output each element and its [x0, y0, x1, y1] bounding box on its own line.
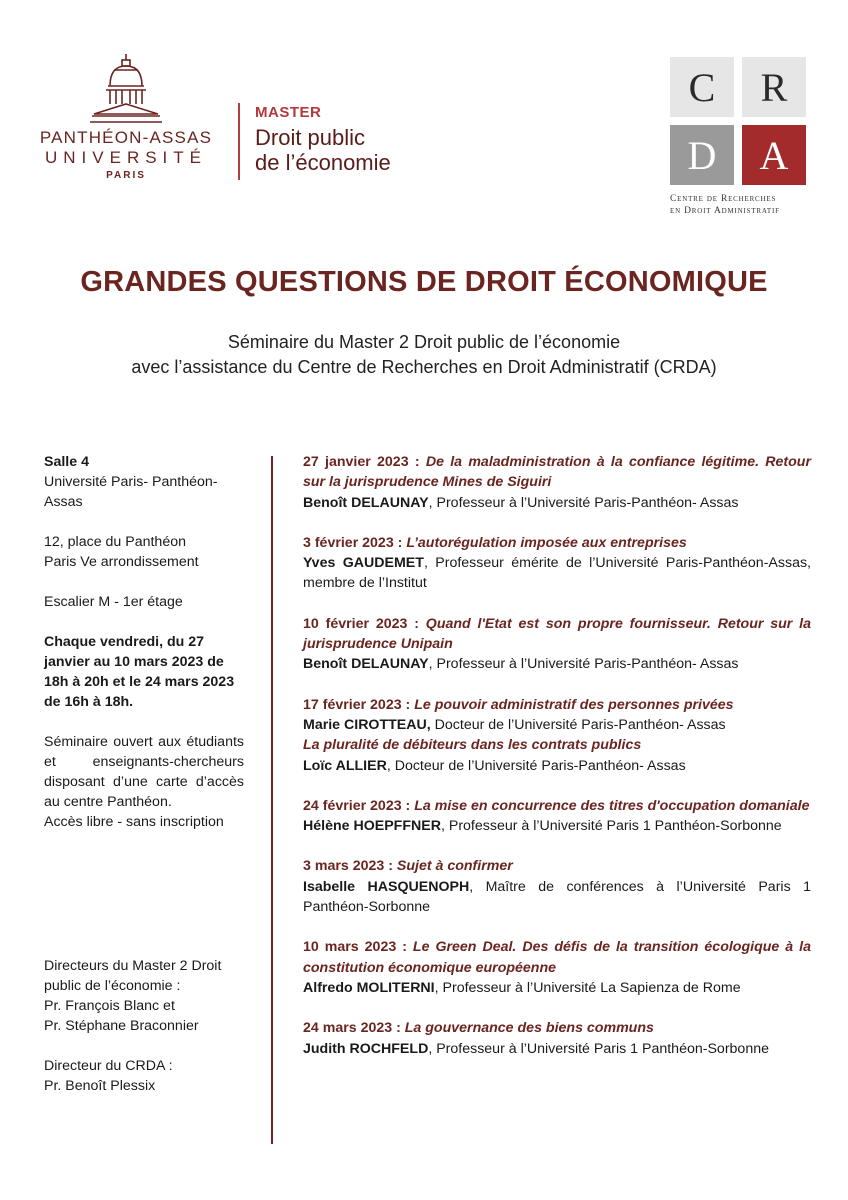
column-divider [271, 456, 273, 1144]
session-affiliation: , Professeur émérite de l’Université Paris-Panthéon-Assas, membre de l’Institut [303, 555, 811, 592]
access-info: Accès libre - sans inscription [44, 814, 224, 830]
stairs-info: Escalier M - 1er étage [44, 594, 183, 610]
header-divider [238, 103, 240, 180]
session-topic: Le pouvoir administratif des personnes privées [414, 696, 734, 713]
session-date: 3 février 2023 : [303, 534, 403, 551]
session-date: 24 février 2023 : [303, 797, 411, 814]
sessions-list [303, 452, 811, 1059]
session-speaker: Hélène HOEPFFNER [303, 818, 441, 835]
session-affiliation: , Professeur à l’Université Paris 1 Panthéon-Sorbonne [428, 1040, 769, 1057]
session-topic: Le Green Deal. Des défis de la transition écologique à la constitution économique européenne [303, 939, 811, 976]
session-topic: La mise en concurrence des titres d'occupation domaniale [414, 797, 810, 814]
crda-letter-d: D [670, 125, 734, 185]
venue-university: Université Paris- Panthéon-Assas [44, 474, 218, 510]
master-director-2: Pr. Stéphane Braconnier [44, 1018, 199, 1034]
session-date: 10 février 2023 : [303, 615, 419, 632]
page-subtitle [0, 330, 848, 380]
session-speaker: Benoît DELAUNAY [303, 656, 429, 673]
session-topic: De la maladministration à la confiance légitime. Retour sur la jurisprudence Mines de Siguiri [303, 454, 811, 491]
session-topic: L’autorégulation imposée aux entreprises [406, 534, 687, 551]
session-item [303, 614, 811, 675]
session-speaker: Judith ROCHFELD [303, 1040, 429, 1057]
session-topic: La gouvernance des biens communs [404, 1020, 654, 1037]
session-affiliation-2: , Docteur de l’Université Paris-Panthéon- Assas [386, 757, 686, 774]
session-item [303, 1018, 811, 1059]
crda-letter-r: R [742, 57, 806, 117]
page-title: GRANDES QUESTIONS DE DROIT ÉCONOMIQUE [80, 266, 768, 298]
session-speaker: Yves GAUDEMET [303, 555, 424, 572]
session-speaker: Alfredo MOLITERNI [303, 979, 435, 996]
subtitle-line2: avec l’assistance du Centre de Recherches en Droit Administratif (CRDA) [131, 357, 717, 377]
session-affiliation: , Professeur à l’Université Paris 1 Panthéon-Sorbonne [440, 818, 782, 835]
audience-info: Séminaire ouvert aux étudiants et enseignants-chercheurs disposant d’une carte d’accès au centre Panthéon. [44, 734, 244, 810]
session-item [303, 452, 811, 513]
session-item [303, 856, 811, 917]
session-speaker: Marie CIROTTEAU, [303, 716, 431, 733]
session-topic-2: La pluralité de débiteurs dans les contrats publics [303, 737, 642, 754]
master-block [255, 104, 391, 175]
crda-subtitle [670, 193, 812, 217]
session-affiliation: , Maître de conférences à l’Université Paris 1 Panthéon-Sorbonne [303, 878, 811, 916]
address-line1: 12, place du Panthéon [44, 534, 186, 550]
session-topic: Sujet à confirmer [396, 858, 513, 875]
session-speaker-2: Loïc ALLIER [303, 757, 387, 774]
session-item [303, 533, 811, 594]
university-name-line2: UNIVERSITÉ [44, 148, 208, 167]
crda-director-label: Directeur du CRDA : [44, 1058, 173, 1074]
crda-subtitle-line2: en Droit Administratif [670, 206, 780, 216]
session-affiliation: Docteur de l’Université Paris-Panthéon- Assas [430, 716, 726, 733]
master-director-1: Pr. François Blanc et [44, 998, 175, 1014]
crda-letter-c: C [670, 57, 734, 117]
room: Salle 4 [44, 454, 89, 470]
subtitle-line1: Séminaire du Master 2 Droit public de l’économie [227, 332, 621, 352]
schedule: Chaque vendredi, du 27 janvier au 10 mars 2023 de 18h à 20h et le 24 mars 2023 de 16h à 18h. [44, 634, 235, 710]
master-directors-label: Directeurs du Master 2 Droit public de l’économie : [44, 958, 222, 994]
session-speaker: Isabelle HASQUENOPH [303, 878, 470, 895]
session-speaker: Benoît DELAUNAY [303, 494, 429, 511]
master-name-line2: de l’économie [255, 150, 391, 175]
session-date: 10 mars 2023 : [303, 939, 407, 956]
session-date: 24 mars 2023 : [303, 1020, 401, 1037]
university-name-line1: PANTHÉON-ASSAS [39, 128, 213, 147]
pantheon-dome-icon [88, 52, 164, 126]
session-date: 27 janvier 2023 : [303, 454, 420, 470]
session-date: 17 février 2023 : [303, 696, 411, 713]
session-affiliation: , Professeur à l’Université Paris-Panthéon- Assas [428, 656, 739, 673]
session-topic: Quand l'Etat est son propre fournisseur. Retour sur la jurisprudence Unipain [303, 615, 811, 653]
pantheon-assas-logo [36, 52, 216, 181]
info-column [44, 452, 244, 1096]
crda-subtitle-line1: Centre de Recherches [670, 194, 777, 204]
master-label: MASTER [255, 104, 322, 121]
session-item [303, 937, 811, 998]
address-line2: Paris Ve arrondissement [44, 554, 199, 570]
crda-logo [670, 57, 812, 217]
crda-letter-a: A [742, 125, 806, 185]
crda-director: Pr. Benoît Plessix [44, 1078, 156, 1094]
university-city: PARIS [106, 170, 146, 181]
session-item [303, 695, 811, 776]
session-item [303, 796, 811, 837]
session-affiliation: , Professeur à l’Université Paris-Panthéon- Assas [428, 494, 739, 511]
master-name-line1: Droit public [255, 125, 366, 150]
session-affiliation: , Professeur à l’Université La Sapienza de Rome [434, 979, 741, 996]
session-date: 3 mars 2023 : [303, 858, 393, 875]
